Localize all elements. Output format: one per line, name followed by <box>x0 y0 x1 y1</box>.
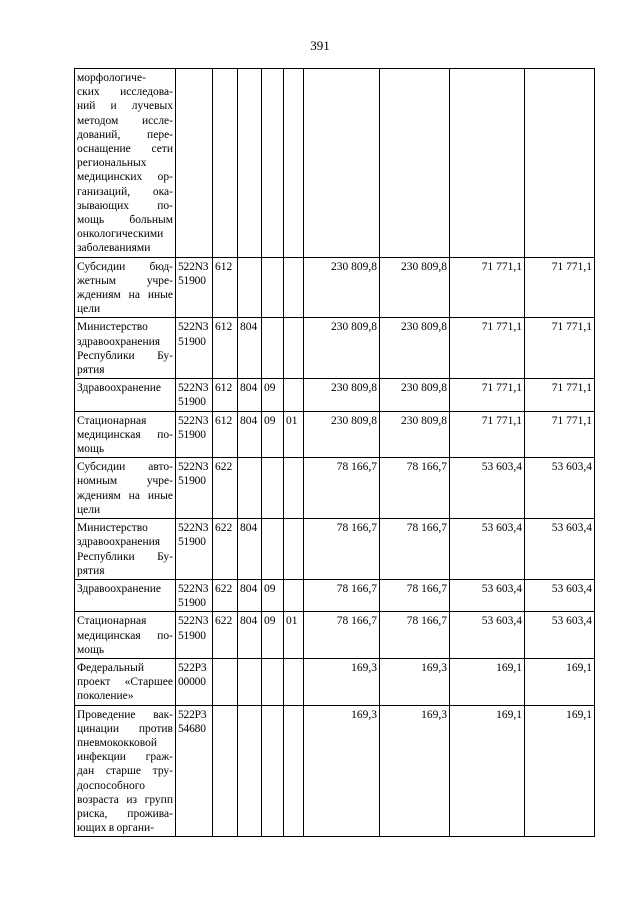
row-name-cell <box>75 612 176 659</box>
row-code-line: 522N3 <box>178 260 209 273</box>
row-rz-cell <box>238 658 262 705</box>
row-name-line: мощь <box>77 443 105 456</box>
row-sub-cell: 01 <box>284 411 304 458</box>
row-code-line: 522P3 <box>178 708 207 721</box>
row-value-1-cell: 169,3 <box>304 658 380 705</box>
row-value-2-cell: 78 166,7 <box>380 579 450 611</box>
row-sub-cell <box>284 519 304 580</box>
row-name-line: Субсидии авто- <box>77 461 173 474</box>
row-name-line: здравоохранения <box>77 335 161 348</box>
row-code-line: 522N3 <box>178 615 209 628</box>
row-code-line: 522N3 <box>178 461 209 474</box>
table-row <box>75 658 595 705</box>
row-name-line: дан старше тру- <box>77 765 173 778</box>
row-name-cell <box>75 257 176 318</box>
row-code-cell <box>176 458 213 519</box>
table-row <box>75 579 595 611</box>
row-sub-cell <box>284 69 304 258</box>
row-pr-cell <box>262 658 284 705</box>
row-name-line: зывающих по- <box>77 199 173 212</box>
row-vr-cell: 622 <box>213 519 238 580</box>
row-name-line: риска, прожива- <box>77 807 173 820</box>
row-value-4-cell: 71 771,1 <box>525 257 595 318</box>
row-name-line: ждениям на иные <box>77 489 173 502</box>
row-value-4-cell <box>525 69 595 258</box>
row-value-2-cell: 230 809,8 <box>380 411 450 458</box>
row-name-line: номным учре- <box>77 475 173 488</box>
row-name-line: методом иссле- <box>77 114 173 127</box>
row-vr-cell: 622 <box>213 612 238 659</box>
page-number: 391 <box>310 38 330 53</box>
row-name-line: поколение» <box>77 690 134 703</box>
row-code-line: 54680 <box>178 722 206 735</box>
row-code-cell <box>176 257 213 318</box>
row-name-line: медицинская по- <box>77 629 173 642</box>
row-name-line: доспособного <box>77 779 145 792</box>
row-name-line: Проведение вак- <box>77 708 173 721</box>
row-code-cell <box>176 69 213 258</box>
row-code-line: 522N3 <box>178 321 209 334</box>
row-name-line: Республики Бу- <box>77 349 173 362</box>
row-name-line: Здравоохранение <box>77 382 162 395</box>
row-name-line: заболеваниями <box>77 242 151 255</box>
row-pr-cell <box>262 705 284 837</box>
row-code-cell <box>176 411 213 458</box>
row-code-line: 51900 <box>178 536 206 549</box>
row-vr-cell: 612 <box>213 411 238 458</box>
row-code-line: 51900 <box>178 597 206 610</box>
row-value-4-cell: 71 771,1 <box>525 318 595 379</box>
row-rz-cell <box>238 69 262 258</box>
row-sub-cell <box>284 379 304 411</box>
row-name-line: онкологическими <box>77 228 164 241</box>
row-value-1-cell: 78 166,7 <box>304 519 380 580</box>
row-pr-cell <box>262 318 284 379</box>
row-value-2-cell: 230 809,8 <box>380 379 450 411</box>
row-name-cell <box>75 69 176 258</box>
table-row <box>75 705 595 837</box>
row-name-cell <box>75 705 176 837</box>
row-name-line: ющих в органи- <box>77 822 154 835</box>
row-name-line: медицинская по- <box>77 428 173 441</box>
row-value-1-cell: 169,3 <box>304 705 380 837</box>
row-pr-cell <box>262 69 284 258</box>
row-pr-cell: 09 <box>262 379 284 411</box>
row-vr-cell: 622 <box>213 458 238 519</box>
table-row <box>75 257 595 318</box>
row-sub-cell <box>284 318 304 379</box>
row-value-2-cell: 169,3 <box>380 658 450 705</box>
row-rz-cell <box>238 458 262 519</box>
row-value-4-cell: 169,1 <box>525 705 595 837</box>
row-name-cell <box>75 519 176 580</box>
row-name-line: цели <box>77 503 101 516</box>
row-name-line: ганизаций, ока- <box>77 185 173 198</box>
row-value-4-cell: 53 603,4 <box>525 579 595 611</box>
row-name-line: ний и лучевых <box>77 100 173 113</box>
row-name-line: Федеральный <box>77 661 144 674</box>
row-sub-cell <box>284 458 304 519</box>
row-code-line: 522P3 <box>178 661 207 674</box>
row-code-line: 522N3 <box>178 382 209 395</box>
row-name-line: рятия <box>77 364 105 377</box>
row-vr-cell: 612 <box>213 318 238 379</box>
row-name-line: Здравоохранение <box>77 582 162 595</box>
row-value-1-cell: 230 809,8 <box>304 257 380 318</box>
row-name-line: Стационарная <box>77 615 147 628</box>
table-row <box>75 318 595 379</box>
table-row <box>75 379 595 411</box>
row-rz-cell <box>238 705 262 837</box>
table-row <box>75 69 595 258</box>
row-value-2-cell: 78 166,7 <box>380 612 450 659</box>
row-value-3-cell: 53 603,4 <box>450 612 525 659</box>
table-row <box>75 612 595 659</box>
row-name-line: медицинских ор- <box>77 171 173 184</box>
row-code-cell <box>176 612 213 659</box>
row-name-line: Республики Бу- <box>77 550 173 563</box>
row-value-2-cell: 169,3 <box>380 705 450 837</box>
row-name-cell <box>75 411 176 458</box>
row-name-line: инфекции граж- <box>77 751 173 764</box>
row-name-line: цинации против <box>77 722 173 735</box>
row-code-cell <box>176 318 213 379</box>
row-code-line: 522N3 <box>178 582 209 595</box>
row-rz-cell: 804 <box>238 579 262 611</box>
row-value-2-cell: 230 809,8 <box>380 318 450 379</box>
row-value-1-cell: 78 166,7 <box>304 579 380 611</box>
row-code-line: 51900 <box>178 396 206 409</box>
row-rz-cell: 804 <box>238 318 262 379</box>
row-value-4-cell: 71 771,1 <box>525 379 595 411</box>
row-value-3-cell <box>450 69 525 258</box>
row-value-4-cell: 169,1 <box>525 658 595 705</box>
row-rz-cell <box>238 257 262 318</box>
row-name-line: дований, пере- <box>77 128 173 141</box>
row-name-cell <box>75 658 176 705</box>
row-name-line: здравоохранения <box>77 536 161 549</box>
row-code-line: 51900 <box>178 274 206 287</box>
row-value-1-cell: 78 166,7 <box>304 458 380 519</box>
row-value-1-cell: 230 809,8 <box>304 379 380 411</box>
row-name-line: ских исследова- <box>77 86 173 99</box>
row-vr-cell: 622 <box>213 579 238 611</box>
row-name-line: ждениям на иные <box>77 289 173 302</box>
table-body <box>75 69 595 837</box>
row-value-3-cell: 71 771,1 <box>450 318 525 379</box>
row-code-line: 522N3 <box>178 414 209 427</box>
row-code-line: 51900 <box>178 629 206 642</box>
row-value-4-cell: 71 771,1 <box>525 411 595 458</box>
row-value-3-cell: 53 603,4 <box>450 579 525 611</box>
row-value-2-cell: 230 809,8 <box>380 257 450 318</box>
row-name-line: возраста из групп <box>77 793 173 806</box>
row-rz-cell: 804 <box>238 519 262 580</box>
row-vr-cell <box>213 658 238 705</box>
row-value-2-cell: 78 166,7 <box>380 519 450 580</box>
row-sub-cell <box>284 658 304 705</box>
row-sub-cell <box>284 257 304 318</box>
row-pr-cell <box>262 519 284 580</box>
budget-table <box>74 68 595 837</box>
row-name-line: цели <box>77 303 101 316</box>
row-value-3-cell: 53 603,4 <box>450 458 525 519</box>
row-name-line: оснащение сети <box>77 143 173 156</box>
row-sub-cell: 01 <box>284 612 304 659</box>
row-code-cell <box>176 705 213 837</box>
row-value-2-cell: 78 166,7 <box>380 458 450 519</box>
row-rz-cell: 804 <box>238 411 262 458</box>
row-value-4-cell: 53 603,4 <box>525 458 595 519</box>
row-value-4-cell: 53 603,4 <box>525 519 595 580</box>
row-value-3-cell: 53 603,4 <box>450 519 525 580</box>
row-name-line: мощь больным <box>77 214 173 227</box>
row-value-1-cell: 230 809,8 <box>304 318 380 379</box>
row-name-line: Министерство <box>77 321 148 334</box>
row-name-cell <box>75 318 176 379</box>
row-value-1-cell: 78 166,7 <box>304 612 380 659</box>
row-name-line: жетным учре- <box>77 274 173 287</box>
table-row <box>75 519 595 580</box>
row-name-cell <box>75 379 176 411</box>
row-name-line: пневмококковой <box>77 736 158 749</box>
row-name-line: Стационарная <box>77 414 147 427</box>
table-row <box>75 411 595 458</box>
row-value-3-cell: 71 771,1 <box>450 257 525 318</box>
row-code-line: 51900 <box>178 475 206 488</box>
row-code-cell <box>176 379 213 411</box>
row-name-line: морфологиче- <box>77 72 146 84</box>
row-value-3-cell: 71 771,1 <box>450 411 525 458</box>
row-sub-cell <box>284 705 304 837</box>
row-code-cell <box>176 658 213 705</box>
row-code-line: 00000 <box>178 676 206 689</box>
row-code-cell <box>176 519 213 580</box>
row-code-line: 522N3 <box>178 522 209 535</box>
row-vr-cell: 612 <box>213 379 238 411</box>
row-vr-cell: 612 <box>213 257 238 318</box>
row-value-3-cell: 71 771,1 <box>450 379 525 411</box>
row-value-4-cell: 53 603,4 <box>525 612 595 659</box>
row-value-3-cell: 169,1 <box>450 705 525 837</box>
row-sub-cell <box>284 579 304 611</box>
table-row <box>75 458 595 519</box>
row-name-line: мощь <box>77 643 105 656</box>
row-pr-cell <box>262 458 284 519</box>
row-value-3-cell: 169,1 <box>450 658 525 705</box>
row-vr-cell <box>213 69 238 258</box>
row-pr-cell: 09 <box>262 612 284 659</box>
row-name-line: Министерство <box>77 522 148 535</box>
row-name-line: региональных <box>77 157 147 170</box>
row-name-line: проект «Старшее <box>77 676 173 689</box>
row-code-line: 51900 <box>178 335 206 348</box>
row-rz-cell: 804 <box>238 379 262 411</box>
row-pr-cell <box>262 257 284 318</box>
row-code-line: 51900 <box>178 428 206 441</box>
row-name-line: рятия <box>77 564 105 577</box>
row-rz-cell: 804 <box>238 612 262 659</box>
row-value-1-cell: 230 809,8 <box>304 411 380 458</box>
row-value-2-cell <box>380 69 450 258</box>
row-pr-cell: 09 <box>262 411 284 458</box>
row-pr-cell: 09 <box>262 579 284 611</box>
row-code-cell <box>176 579 213 611</box>
row-vr-cell <box>213 705 238 837</box>
row-name-cell <box>75 458 176 519</box>
row-value-1-cell <box>304 69 380 258</box>
row-name-cell <box>75 579 176 611</box>
row-name-line: Субсидии бюд- <box>77 260 173 273</box>
